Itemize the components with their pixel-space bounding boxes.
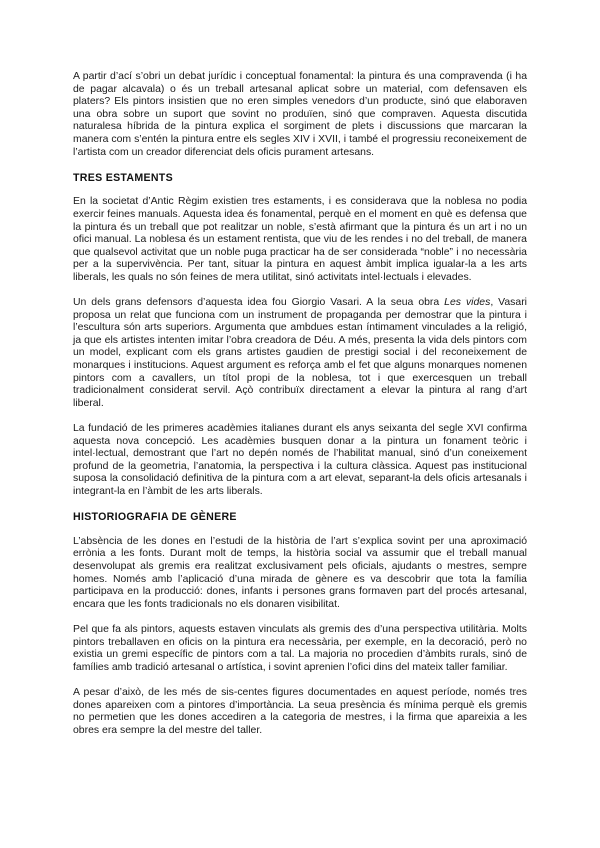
book-title-les-vides: Les vides [444, 297, 491, 309]
historiografia-paragraph-2: Pel que fa als pintors, aquests estaven vinculats als gremis des d’una perspectiva utilitària. Molts pintors treballaven en oficis on la pintura era necessària, per exemple, en la decoració, però no existia un gremi específic de pintors com a tal. La majoria no procedien d’àmbits rurals, sinó de famílies amb tradició artesanal o artística, i sovint aprenien l’ofici dins del mateix taller familiar. [73, 623, 527, 673]
document-body [73, 71, 527, 750]
intro-paragraph: A partir d’ací s’obri un debat jurídic i conceptual fonamental: la pintura és una compravenda (i ha de pagar alcavala) o és un treball artesanal aplicat sobre un material, com defensaven els platers? Els pintors insistien que no eren simples venedors d’un producte, sinó que elaboraven una obra sobre un suport que sovint no produïen, sinó que compraven. Aquesta discutida naturalesa híbrida de la pintura explica el sorgiment de plets i discussions que marcaran la manera com s’entén la pintura entre els segles XIV i XVII, i també el progressiu reconeixement de l’artista com un creador diferenciat dels oficis purament artesans. [73, 71, 527, 158]
tres-estaments-paragraph-3: La fundació de les primeres acadèmies italianes durant els anys seixanta del segle XVI confirma aquesta nova concepció. Les acadèmies busquen donar a la pintura un fonament teòric i intel·lectual, demostrant que l’art no depén només de l’habilitat manual, sinó d’un coneixement profund de la geometria, l’anatomia, la perspectiva i la cultura clàssica. Aquest pas institucional suposa la consolidació definitiva de la pintura com a art elevat, separant-la dels oficis artesanals i integrant-la en l’àmbit de les arts liberals. [73, 423, 527, 497]
section-heading-historiografia: HISTORIOGRAFIA DE GÈNERE [73, 511, 237, 524]
paragraph-text-before: Un dels grans defensors d’aquesta idea fou Giorgio Vasari. A la seua obra [73, 297, 445, 309]
historiografia-paragraph-1: L’absència de les dones en l’estudi de la història de l’art s’explica sovint per una aproximació errònia a les fonts. Durant molt de temps, la història social va assumir que el treball manual desenvolupat als gremis era realitzat exclusivament pels oficials, ajudants o mestres, sempre homes. Només amb l’aplicació d’una mirada de gènere es va descobrir que tota la família participava en la producció: dones, infants i persones grans formaven part del procés artesanal, encara que les fonts tradicionals no els donaren visibilitat. [73, 535, 527, 610]
section-heading-tres-estaments: TRES ESTAMENTS [73, 171, 173, 184]
tres-estaments-paragraph-1: En la societat d’Antic Règim existien tres estaments, i es considerava que la noblesa no podia exercir feines manuals. Aquesta idea és fonamental, perquè en el moment en què es defensa que la pintura és un treball que pot realitzar un noble, s’està afirmant que la pintura és un art i no un ofici manual. La noblesa és un estament rentista, que viu de les rendes i no del treball, de manera que qualsevol activitat que un noble puga practicar ha de ser considerada “noble” i no necessària per a la supervivència. Per tant, situar la pintura en aquest àmbit implica igualar-la a les arts liberals, les quals no són feines de mera utilitat, sinó activitats intel·lectuals i elevades. [73, 196, 527, 283]
historiografia-paragraph-3: A pesar d’això, de les més de sis-centes figures documentades en aquest període, només tres dones apareixen com a pintores d’importància. La seua presència és mínima perquè els gremis no permetien que les dones accediren a la categoria de mestres, i la firma que apareixia a les obres era sempre la del mestre del taller. [73, 686, 527, 736]
tres-estaments-paragraph-2 [73, 297, 527, 410]
paragraph-text-after: , Vasari proposa un relat que funciona com un instrument de propaganda per demostrar que la pintura i l’escultura són arts superiors. Argumenta que ambdues estan íntimament vinculades a la religió, ja que els artistes intenten imitar l’obra creadora de Déu. A més, presenta la vida dels pintors com un model, explicant com els grans artistes gaudien de prestigi social i del reconeixement de monarques i institucions. Aquest argument es reforça amb el fet que alguns monarques nomenen pintors com a cavallers, un títol propi de la noblesa, tot i que exercesquen un treball tradicionalment considerat servil. Açò contribuïx directament a elevar la pintura al rang d’art liberal. [73, 297, 527, 409]
